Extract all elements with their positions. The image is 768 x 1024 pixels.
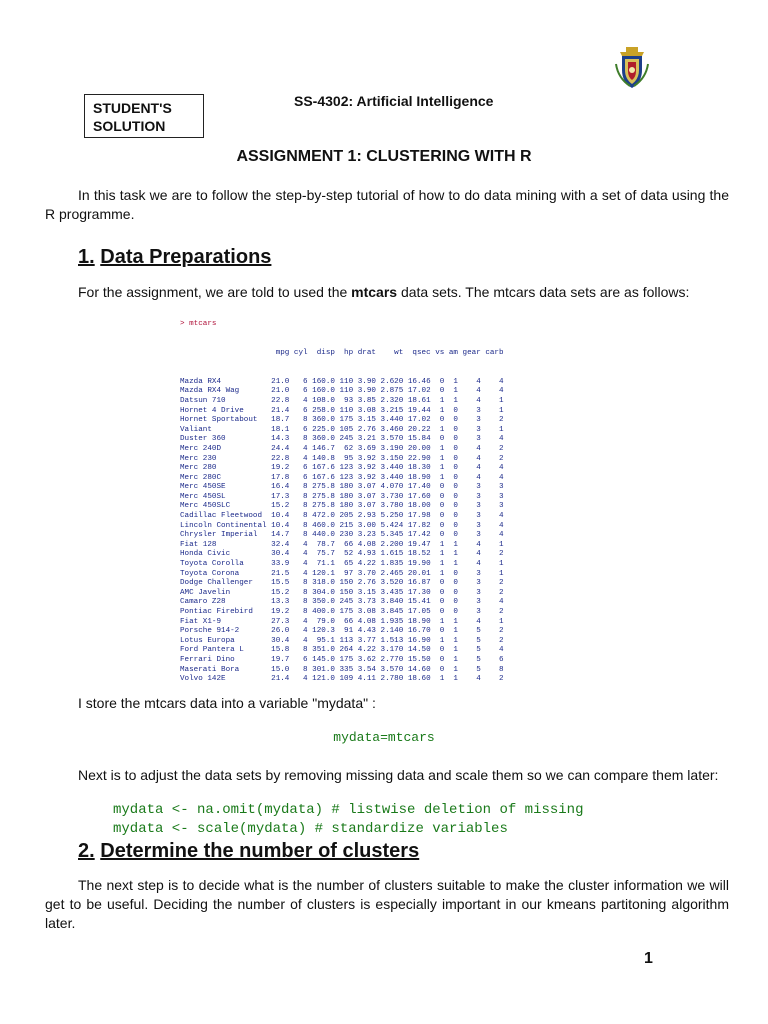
console-row: Honda Civic 30.4 4 75.7 52 4.93 1.615 18.52 1 1 4 2 bbox=[180, 550, 504, 559]
console-row: Ford Pantera L 15.8 8 351.0 264 4.22 3.170 14.50 0 1 5 4 bbox=[180, 646, 504, 655]
console-row: Merc 230 22.8 4 140.8 95 3.92 3.150 22.90 1 0 4 2 bbox=[180, 454, 504, 463]
console-row: Hornet 4 Drive 21.4 6 258.0 110 3.08 3.215 19.44 1 0 3 1 bbox=[180, 406, 504, 415]
section-1-text-before: For the assignment, we are told to used the bbox=[78, 284, 352, 300]
console-rows bbox=[180, 378, 560, 685]
console-row: Porsche 914-2 26.0 4 120.3 91 4.43 2.140 16.70 0 1 5 2 bbox=[180, 627, 504, 636]
console-row: Valiant 18.1 6 225.0 105 2.76 3.460 20.22 1 0 3 1 bbox=[180, 425, 504, 434]
section-2-heading bbox=[78, 840, 419, 863]
section-1-heading bbox=[78, 246, 271, 269]
console-header: mpg cyl disp hp drat wt qsec vs am gear carb bbox=[180, 348, 504, 357]
console-row: Merc 450SL 17.3 8 275.8 180 3.07 3.730 17.60 0 0 3 3 bbox=[180, 492, 504, 501]
section-1-text-after: data sets. The mtcars data sets are as follows: bbox=[397, 284, 690, 300]
console-row: Dodge Challenger 15.5 8 318.0 150 2.76 3.520 16.87 0 0 3 2 bbox=[180, 579, 504, 588]
page-number: 1 bbox=[644, 950, 653, 967]
section-1-text-bold: mtcars bbox=[351, 284, 398, 300]
console-row: Cadillac Fleetwood 10.4 8 472.0 205 2.93 5.250 17.98 0 0 3 4 bbox=[180, 512, 504, 521]
console-row: Camaro Z28 13.3 8 350.0 245 3.73 3.840 15.41 0 0 3 4 bbox=[180, 598, 504, 607]
stamp-line-1: STUDENT'S bbox=[93, 100, 172, 116]
assignment-title: ASSIGNMENT 1: CLUSTERING WITH R bbox=[236, 148, 532, 165]
university-seal-icon bbox=[608, 44, 656, 92]
section-2-number: 2. bbox=[78, 840, 95, 862]
console-row: Hornet Sportabout 18.7 8 360.0 175 3.15 3.440 17.02 0 0 3 2 bbox=[180, 416, 504, 425]
console-row: Duster 360 14.3 8 360.0 245 3.21 3.570 15.84 0 0 3 4 bbox=[180, 435, 504, 444]
course-title: SS-4302: Artificial Intelligence bbox=[294, 93, 494, 109]
console-row: Merc 280C 17.8 6 167.6 123 3.92 3.440 18.90 1 0 4 4 bbox=[180, 473, 504, 482]
console-row: Mazda RX4 Wag 21.0 6 160.0 110 3.90 2.875 17.02 0 1 4 4 bbox=[180, 387, 504, 396]
console-row: Chrysler Imperial 14.7 8 440.0 230 3.23 5.345 17.42 0 0 3 4 bbox=[180, 531, 504, 540]
console-row: Volvo 142E 21.4 4 121.0 109 4.11 2.780 18.60 1 1 4 2 bbox=[180, 675, 504, 684]
student-solution-box bbox=[84, 94, 204, 138]
r-console-output bbox=[180, 301, 560, 684]
console-row: AMC Javelin 15.2 8 304.0 150 3.15 3.435 17.30 0 0 3 2 bbox=[180, 588, 504, 597]
stamp-line-2: SOLUTION bbox=[93, 118, 166, 134]
console-row: Toyota Corolla 33.9 4 71.1 65 4.22 1.835 19.90 1 1 4 1 bbox=[180, 560, 504, 569]
section-1-number: 1. bbox=[78, 246, 95, 268]
console-row: Ferrari Dino 19.7 6 145.0 175 3.62 2.770 15.50 0 1 5 6 bbox=[180, 655, 504, 664]
console-row: Merc 450SLC 15.2 8 275.8 180 3.07 3.780 18.00 0 0 3 3 bbox=[180, 502, 504, 511]
section-1-paragraph bbox=[45, 283, 729, 302]
section-2-title: Determine the number of clusters bbox=[100, 840, 420, 862]
code-scale: mydata <- scale(mydata) # standardize variables bbox=[113, 821, 508, 837]
console-command: > mtcars bbox=[180, 320, 217, 329]
console-row: Maserati Bora 15.0 8 301.0 335 3.54 3.570 14.60 0 1 5 8 bbox=[180, 665, 504, 674]
console-row: Toyota Corona 21.5 4 120.1 97 3.70 2.465 20.01 1 0 3 1 bbox=[180, 569, 504, 578]
console-row: Merc 280 19.2 6 167.6 123 3.92 3.440 18.30 1 0 4 4 bbox=[180, 464, 504, 473]
intro-paragraph: In this task we are to follow the step-by-step tutorial of how to do data mining with a set of data using the R programme. bbox=[45, 187, 729, 222]
console-row: Lincoln Continental 10.4 8 460.0 215 3.00 5.424 17.82 0 0 3 4 bbox=[180, 521, 504, 530]
section-1-title: Data Preparations bbox=[100, 246, 272, 268]
clusters-paragraph: The next step is to decide what is the number of clusters suitable to make the cluster information we will get to be useful. Deciding the number of clusters is especially important in our kmeans partitoning algorithm later. bbox=[45, 877, 729, 931]
console-row: Fiat X1-9 27.3 4 79.0 66 4.08 1.935 18.90 1 1 4 1 bbox=[180, 617, 504, 626]
code-omit: mydata <- na.omit(mydata) # listwise deletion of missing bbox=[113, 802, 584, 818]
console-row: Merc 240D 24.4 4 146.7 62 3.69 3.190 20.00 1 0 4 2 bbox=[180, 444, 504, 453]
console-row: Pontiac Firebird 19.2 8 400.0 175 3.08 3.845 17.05 0 0 3 2 bbox=[180, 608, 504, 616]
console-row: Lotus Europa 30.4 4 95.1 113 3.77 1.513 16.90 1 1 5 2 bbox=[180, 636, 504, 645]
console-row: Mazda RX4 21.0 6 160.0 110 3.90 2.620 16.46 0 1 4 4 bbox=[180, 377, 504, 386]
adjust-paragraph: Next is to adjust the data sets by removing missing data and scale them so we can compare them later: bbox=[78, 767, 719, 783]
store-paragraph: I store the mtcars data into a variable "mydata" : bbox=[78, 695, 376, 711]
console-row: Merc 450SE 16.4 8 275.8 180 3.07 4.070 17.40 0 0 3 3 bbox=[180, 483, 504, 492]
code-assign: mydata=mtcars bbox=[333, 730, 435, 745]
console-row: Fiat 128 32.4 4 78.7 66 4.08 2.200 19.47 1 1 4 1 bbox=[180, 540, 504, 549]
console-row: Datsun 710 22.8 4 108.0 93 3.85 2.320 18.61 1 1 4 1 bbox=[180, 396, 504, 405]
